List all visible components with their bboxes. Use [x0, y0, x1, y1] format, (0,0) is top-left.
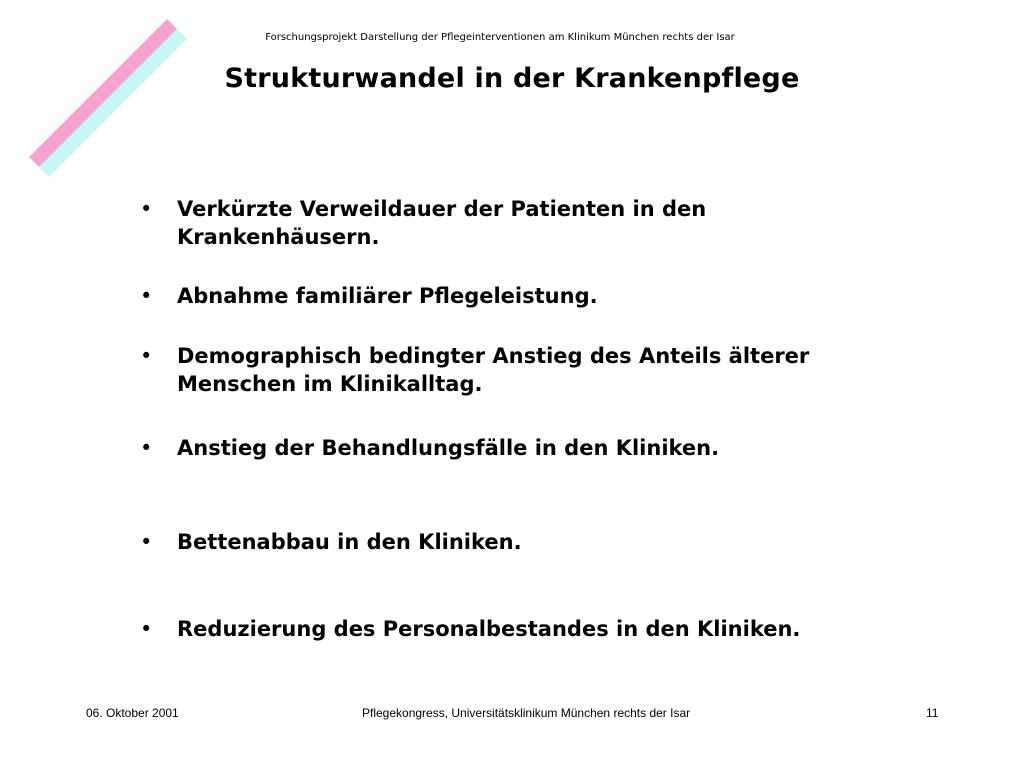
page-number: 11 — [926, 706, 939, 720]
bullet-dot: • — [140, 530, 153, 554]
bullet-text: Reduzierung des Personalbestandes in den Kliniken. — [177, 617, 801, 641]
bullet-text: Abnahme familiärer Pflegeleistung. — [177, 284, 598, 308]
footer-date: 06. Oktober 2001 — [86, 706, 179, 720]
bullet-item — [140, 282, 900, 310]
bullet-text: Verkürzte Verweildauer der Patienten in den Krankenhäusern. — [177, 197, 707, 249]
slide-title: Strukturwandel in der Krankenpflege — [224, 63, 800, 94]
bullet-text: Bettenabbau in den Kliniken. — [177, 530, 522, 554]
footer-event: Pflegekongress, Universitätsklinikum München rechts der Isar — [362, 706, 691, 720]
bullet-item — [140, 528, 900, 556]
bullet-item — [140, 434, 900, 462]
bullet-dot: • — [140, 617, 153, 641]
bullet-item — [140, 615, 900, 643]
bullet-text: Anstieg der Behandlungsfälle in den Kliniken. — [177, 436, 720, 460]
bullet-item — [140, 342, 900, 398]
bullet-dot: • — [140, 436, 153, 460]
bullet-dot: • — [140, 344, 153, 368]
cyan-stripe — [44, 34, 182, 172]
bullet-dot: • — [140, 284, 153, 308]
bullet-item — [140, 195, 900, 251]
header-subtitle: Forschungsprojekt Darstellung der Pflegeinterventionen am Klinikum München rechts der Isar — [265, 32, 735, 43]
bullet-dot: • — [140, 197, 153, 221]
bullet-text: Demographisch bedingter Anstieg des Anteils älterer Menschen im Klinikalltag. — [177, 344, 810, 396]
